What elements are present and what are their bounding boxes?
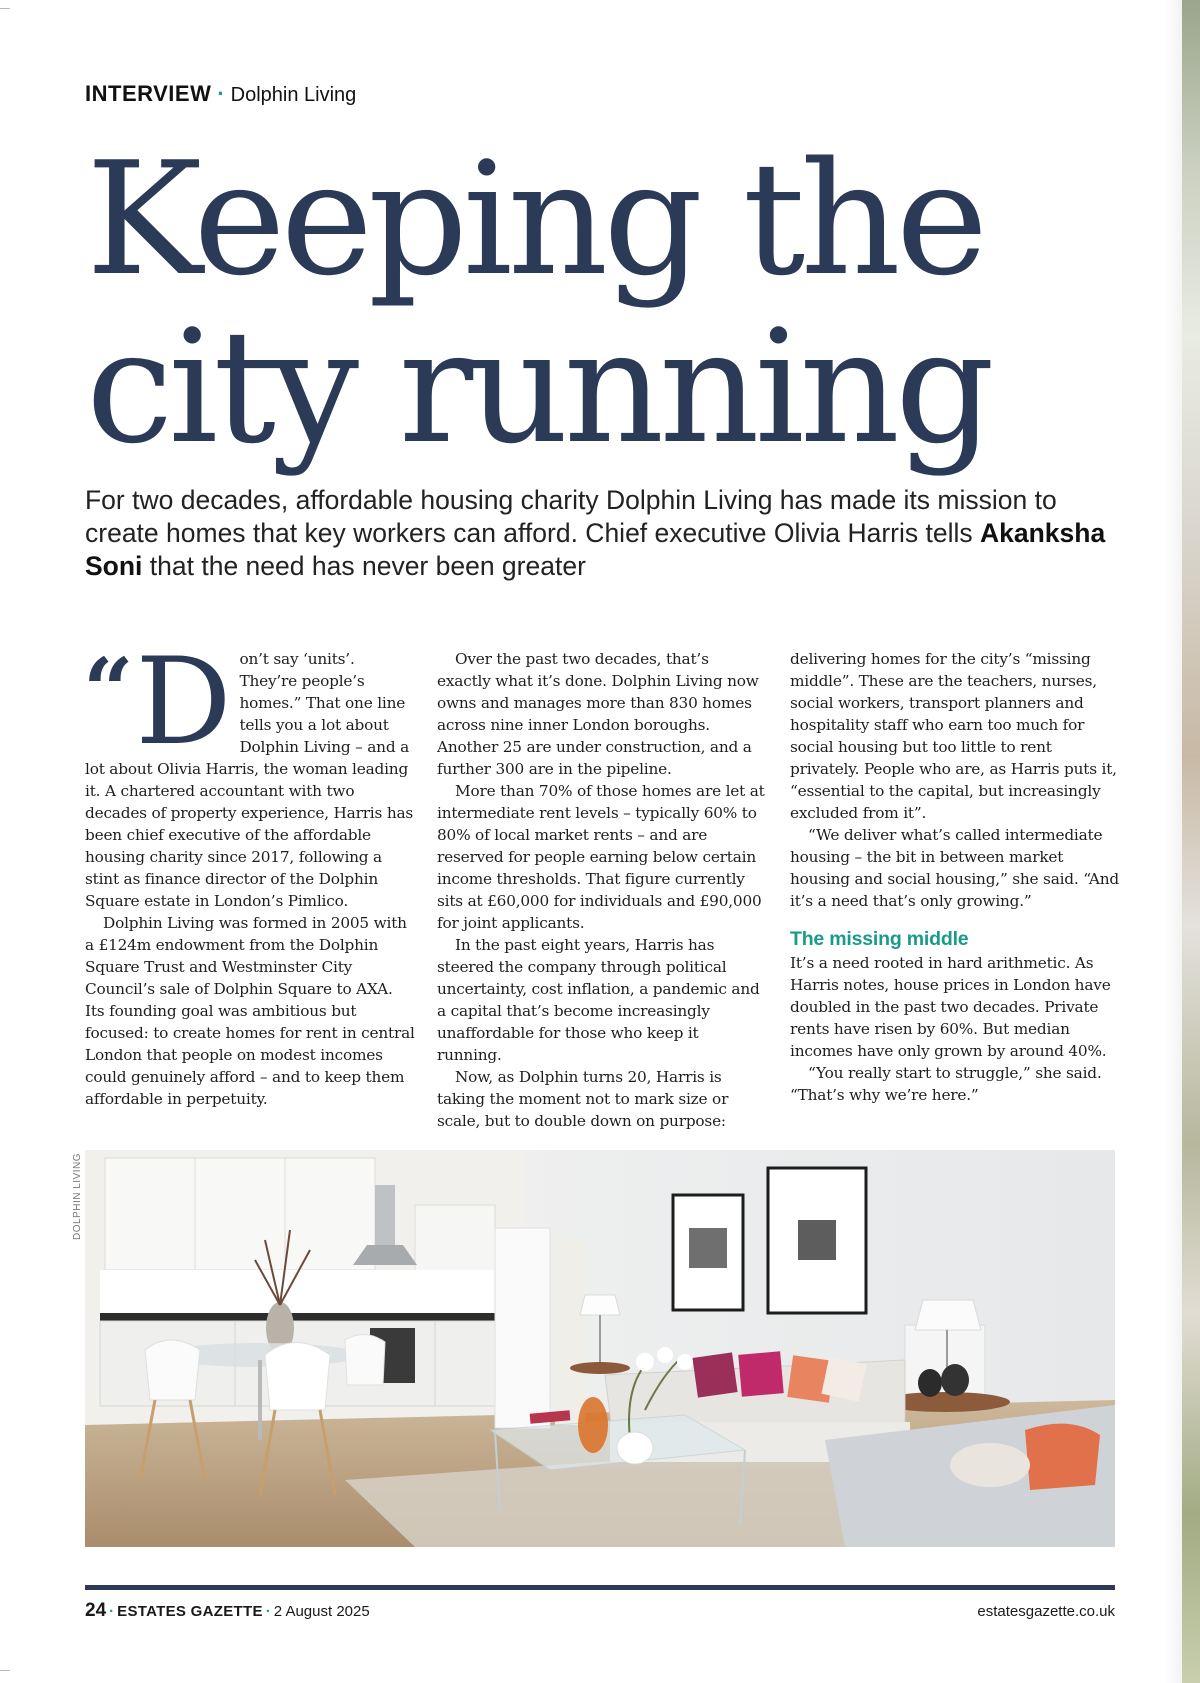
section-kicker xyxy=(85,81,356,107)
photo-credit: DOLPHIN LIVING xyxy=(72,1152,83,1240)
drop-cap-quote-mark: “ xyxy=(83,638,134,742)
body-paragraph: It’s a need rooted in hard arithmetic. As Harris notes, house prices in London have doubled in the past two decades. Private rents have risen by 60%. But median incomes have only grown by around 40%. xyxy=(790,954,1111,1060)
author-name: Akanksha Soni xyxy=(85,518,1106,581)
body-paragraph: “You really start to struggle,” she said. “That’s why we’re here.” xyxy=(790,1064,1102,1104)
body-paragraph: Dolphin Living was formed in 2005 with a £124m endowment from the Dolphin Square Trust and Westminster City Council’s sale of Dolphin Square to AXA. Its founding goal was ambitious but focused: to create homes for rent in central London that people on modest incomes could genuinely afford – and to keep them affordable in perpetuity. xyxy=(85,914,415,1108)
body-paragraph: More than 70% of those homes are let at intermediate rent levels – typically 60% to 80% of local market rents – and are reserved for people earning below certain income thresholds. That figure currently sits at £60,000 for individuals and £90,000 for joint applicants. xyxy=(437,782,765,932)
standfirst-text: For two decades, affordable housing charity Dolphin Living has made its mission to create homes that key workers can afford. Chief executive Olivia Harris tells xyxy=(85,485,1057,548)
body-paragraph: “We deliver what’s called intermediate housing – the bit in between market housing and social housing,” she said. “And it’s a need that’s only growing.” xyxy=(790,826,1119,910)
section-label: INTERVIEW xyxy=(85,81,212,106)
kicker-separator: · xyxy=(217,81,225,106)
kicker-subject: Dolphin Living xyxy=(230,84,357,106)
headline-line-2: city running xyxy=(86,296,990,478)
page-folio xyxy=(85,1600,370,1622)
folio-separator: · xyxy=(109,1603,115,1620)
body-paragraph: Now, as Dolphin turns 20, Harris is taking the moment not to mark size or scale, but to double down on purpose: xyxy=(437,1068,729,1130)
page-number: 24 xyxy=(85,1600,107,1621)
headline-line-1: Keeping the xyxy=(86,128,984,310)
standfirst xyxy=(85,484,1115,583)
website-url: estatesgazette.co.uk xyxy=(977,1603,1115,1620)
footer-rule xyxy=(85,1585,1115,1590)
headline xyxy=(86,128,1146,478)
body-paragraph: on’t say ‘units’. They’re people’s homes.” That one line tells you a lot about Dolphin Living – and a lot about Olivia Harris, the woman leading it. A chartered accountant with two decades of property experience, Harris has been chief executive of the affordable housing charity since 2017, following a stint as finance director of the Dolphin Square estate in London’s Pimlico. xyxy=(85,650,414,910)
folio-separator: · xyxy=(265,1603,271,1620)
living-room-illustration xyxy=(85,1150,1115,1547)
issue-date: 2 August 2025 xyxy=(273,1603,370,1620)
crop-mark-top xyxy=(0,8,10,9)
body-column-1 xyxy=(83,633,415,1110)
body-column-3 xyxy=(790,648,1120,1106)
interior-photo xyxy=(85,1150,1115,1547)
page-gutter xyxy=(1164,0,1182,1683)
facing-page-edge xyxy=(1182,0,1200,1683)
body-column-2 xyxy=(437,648,767,1132)
body-paragraph: Over the past two decades, that’s exactly what it’s done. Dolphin Living now owns and manages more than 830 homes across nine inner London boroughs. Another 25 are under construction, and a further 300 are in the pipeline. xyxy=(437,650,759,778)
drop-cap-letter: D xyxy=(135,633,232,772)
publication-name: ESTATES GAZETTE xyxy=(117,1603,263,1620)
drop-cap xyxy=(83,633,232,772)
body-paragraph: In the past eight years, Harris has steered the company through political uncertainty, cost inflation, a pandemic and a capital that’s become increasingly unaffordable for those who keep it running. xyxy=(437,936,760,1064)
subheading: The missing middle xyxy=(790,928,969,950)
standfirst-text-end: that the need has never been greater xyxy=(149,551,586,581)
crop-mark-bottom xyxy=(0,1670,10,1671)
body-paragraph: delivering homes for the city’s “missing middle”. These are the teachers, nurses, social workers, transport planners and hospitality staff who earn too much for social housing but too little to rent privately. People who are, as Harris puts it, “essential to the capital, but increasingly excluded from it”. xyxy=(790,650,1117,822)
